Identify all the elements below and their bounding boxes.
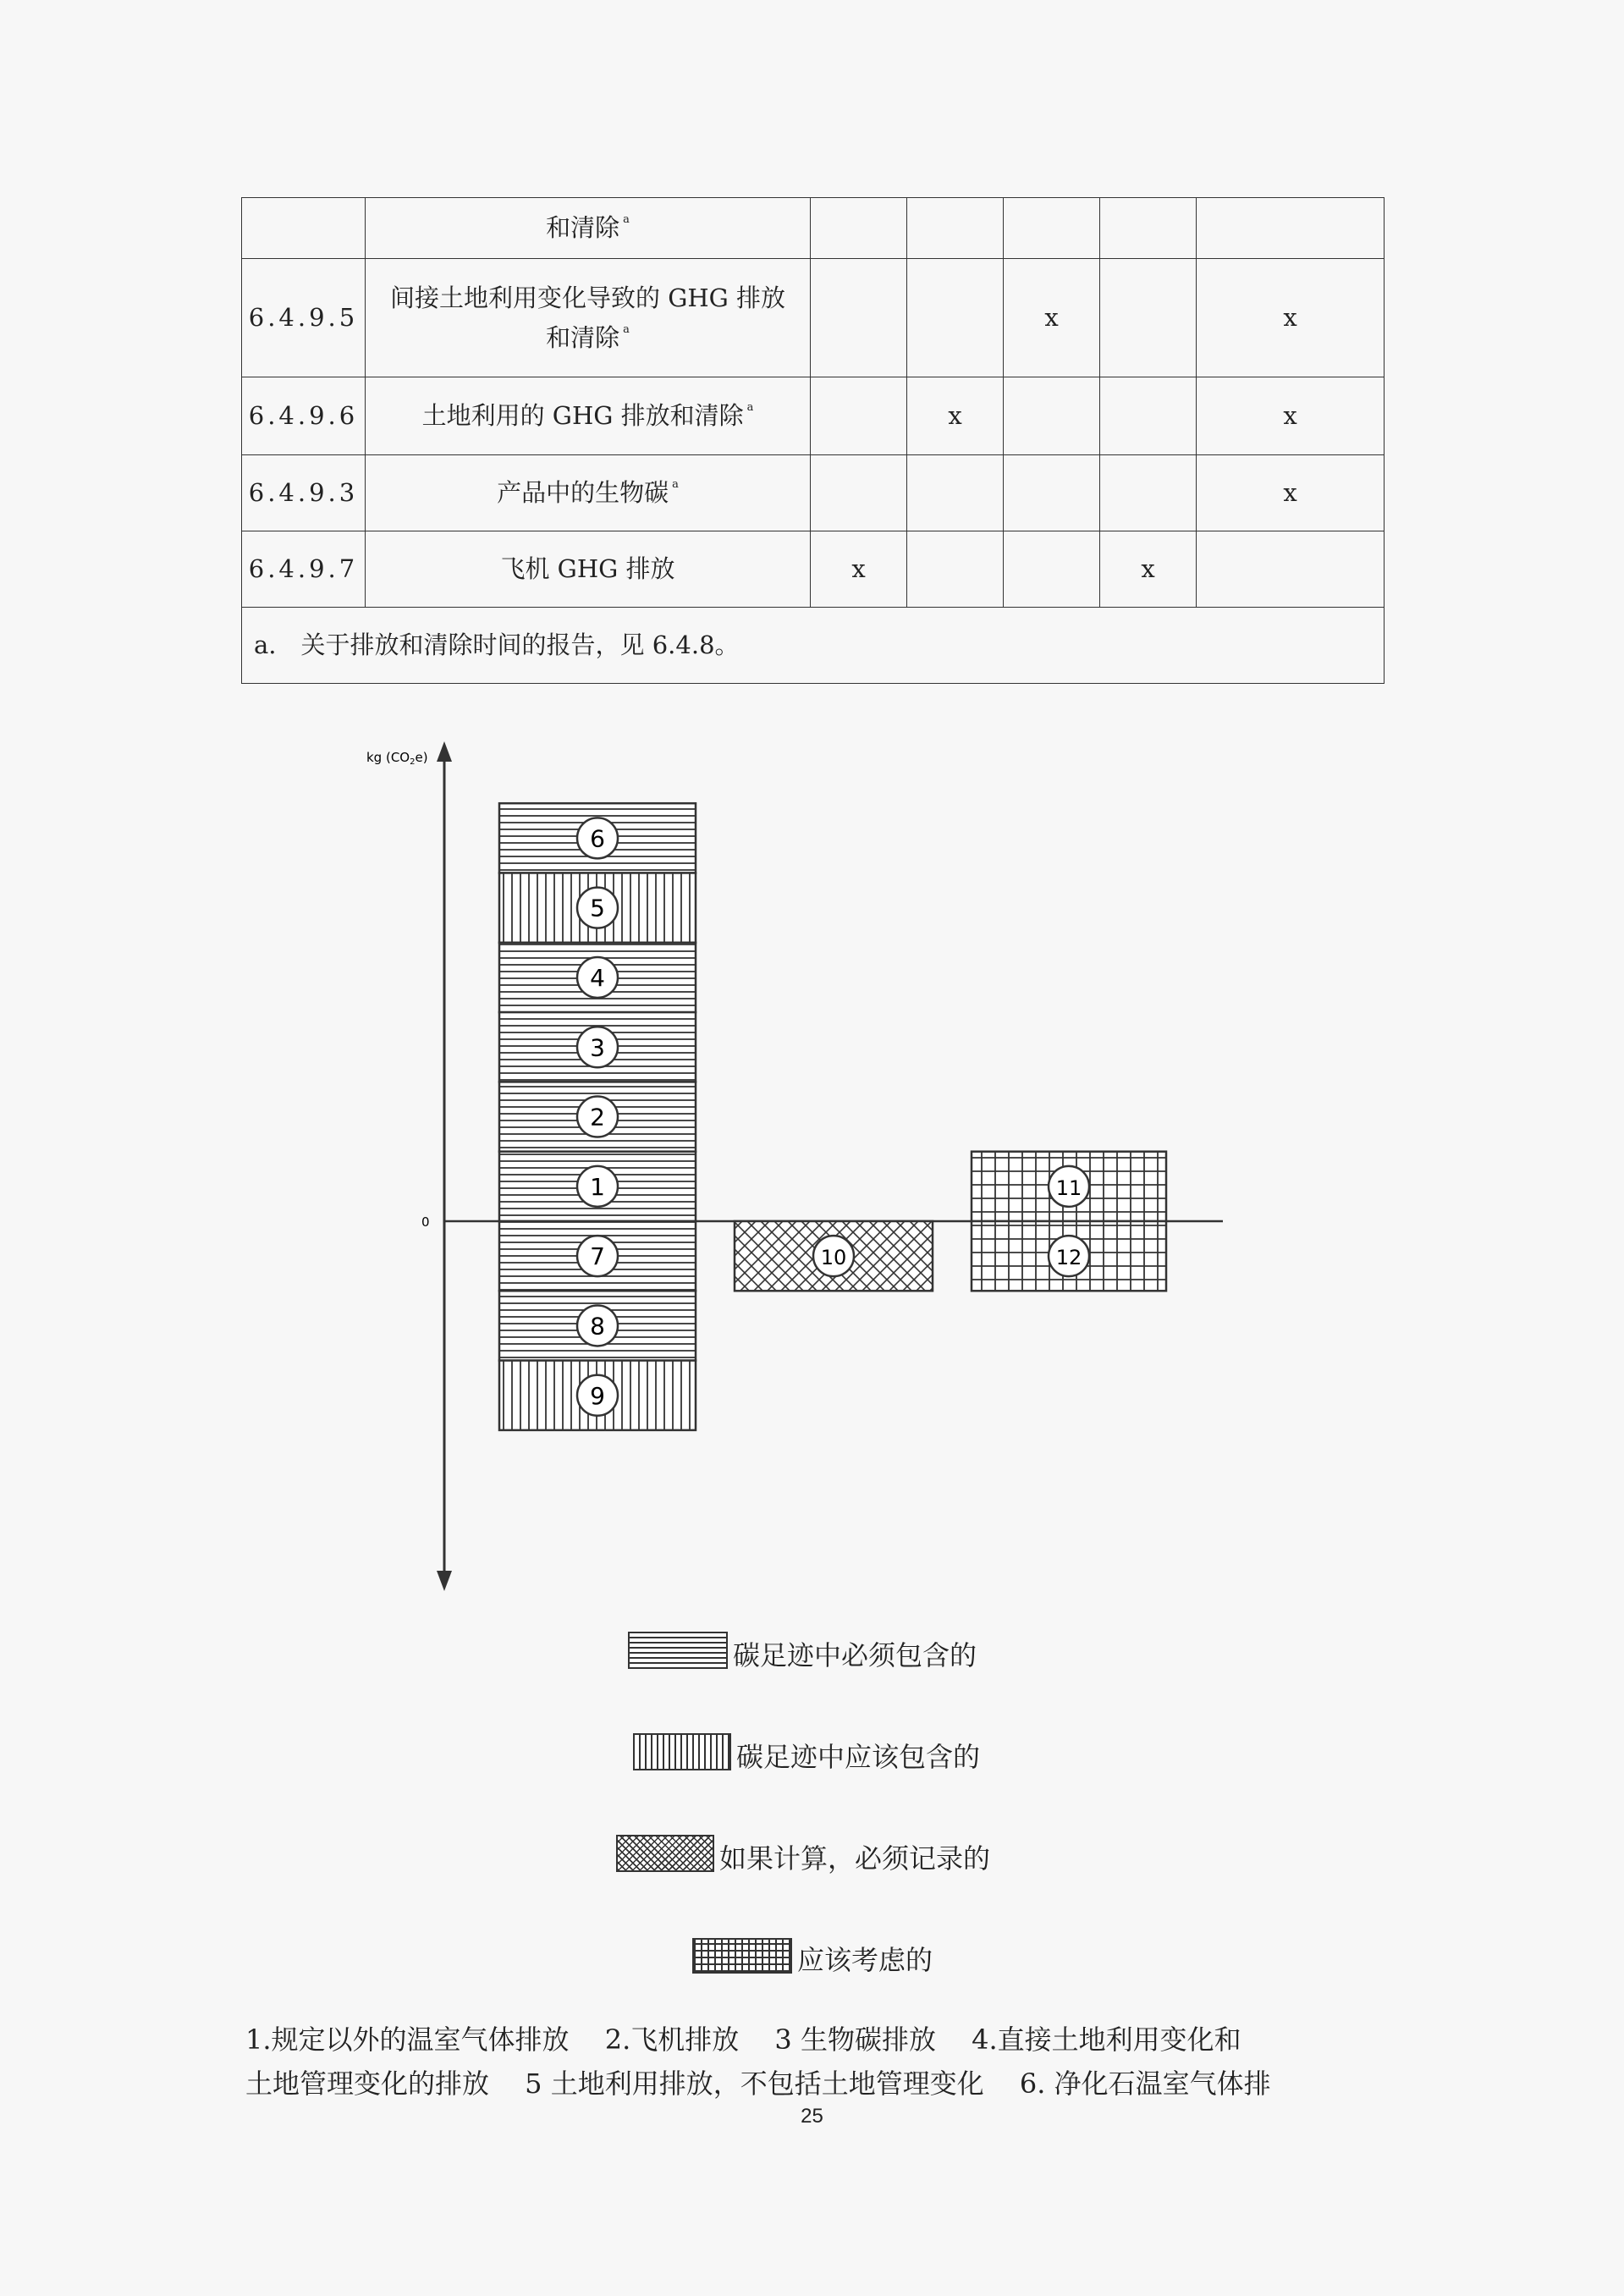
segment-label-9: 9	[590, 1381, 605, 1410]
footnote-marker: a	[746, 401, 754, 415]
segment-label-7: 7	[590, 1242, 605, 1271]
segment-label-4: 4	[590, 963, 605, 992]
check-cell: x	[1197, 455, 1385, 531]
caption-line-1: 1.规定以外的温室气体排放 2.飞机排放 3 生物碳排放 4.直接土地利用变化和	[245, 2023, 1241, 2056]
check-cell: x	[1004, 259, 1100, 377]
segment-label-2: 2	[590, 1103, 605, 1131]
segment-label-6: 6	[590, 824, 605, 853]
legend-item-record	[616, 1835, 991, 1875]
description-line: 飞机 GHG 排放	[500, 554, 675, 584]
segment-label-10: 10	[820, 1246, 847, 1270]
zero-label: 0	[421, 1214, 430, 1230]
legend-label-must: 碳足迹中必须包含的	[733, 1639, 977, 1671]
page-number: 25	[801, 2105, 823, 2128]
description-line: 间接土地利用变化导致的 GHG 排放	[389, 284, 786, 313]
check-cell: x	[907, 377, 1004, 455]
legend-item-should	[633, 1733, 981, 1773]
check-cell: x	[1197, 259, 1385, 377]
legend-label-record: 如果计算，必须记录的	[719, 1842, 991, 1875]
legend-swatch-consider	[692, 1938, 792, 1974]
description-text: 土地利用的 GHG 排放和清除	[421, 401, 744, 431]
description-text: 和清除	[546, 322, 620, 352]
check-cell: x	[811, 531, 907, 608]
segment-label-3: 3	[590, 1033, 605, 1062]
caption-line-2: 土地管理变化的排放 5 土地利用排放，不包括土地管理变化 6. 净化石温室气体排	[245, 2068, 1271, 2100]
footnote-marker: a	[623, 322, 630, 336]
footnote-marker: a	[623, 213, 630, 227]
clause-code: 6.4.9.6	[242, 377, 366, 455]
segment-label-12: 12	[1055, 1246, 1082, 1270]
clause-code: 6.4.9.7	[242, 531, 366, 608]
clause-code: 6.4.9.5	[242, 259, 366, 377]
legend-item-must	[628, 1632, 977, 1669]
footnote-marker: a	[672, 478, 679, 492]
legend-swatch-record	[616, 1835, 714, 1872]
y-axis-label: kg $(CO_2e)$	[366, 750, 428, 767]
segment-label-1: 1	[590, 1172, 605, 1201]
legend-label-consider: 应该考虑的	[797, 1944, 933, 1976]
description-text: 和清除	[546, 213, 620, 243]
segment-label-11: 11	[1055, 1176, 1082, 1200]
legend-label-should: 碳足迹中应该包含的	[736, 1741, 981, 1773]
segment-label-5: 5	[590, 894, 605, 922]
check-cell: x	[1197, 377, 1385, 455]
check-cell: x	[1100, 531, 1197, 608]
description-text: 产品中的生物碳	[497, 478, 669, 508]
legend-item-consider	[692, 1938, 933, 1974]
legend-swatch-should	[633, 1733, 731, 1770]
y-axis	[437, 741, 452, 1591]
segment-label-8: 8	[590, 1312, 605, 1341]
clause-code: 6.4.9.3	[242, 455, 366, 531]
legend-swatch-must	[628, 1632, 728, 1669]
table-footnote: a. 关于排放和清除时间的报告，见 6.4.8。	[242, 608, 1385, 684]
